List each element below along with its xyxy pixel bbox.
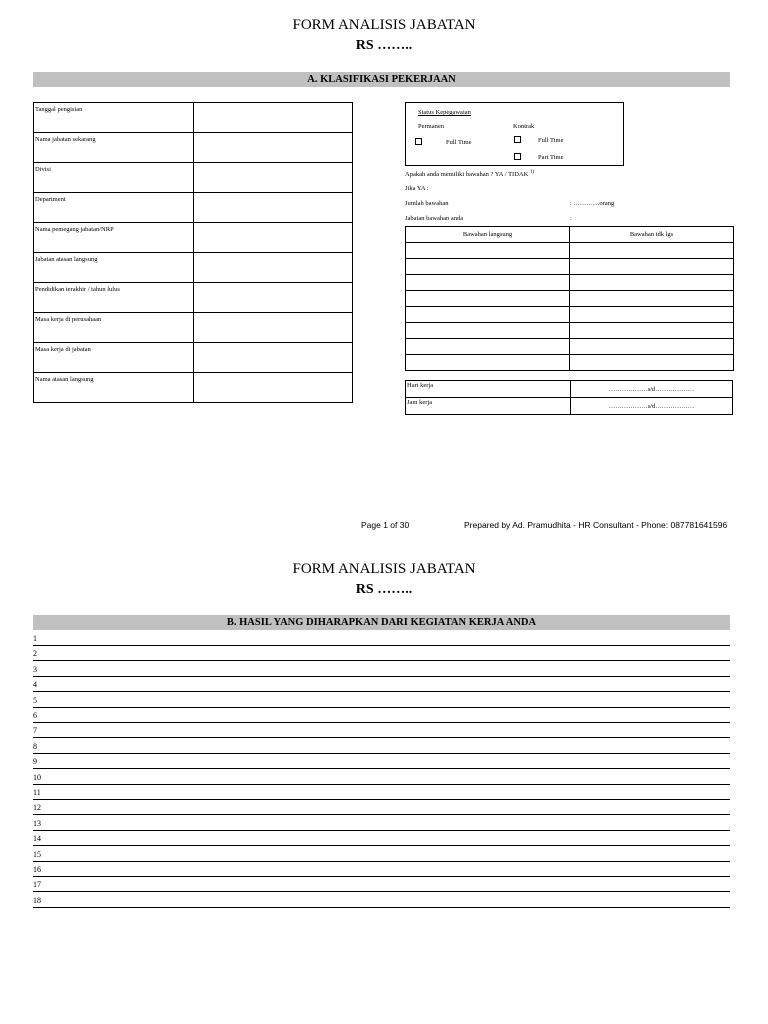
subordinate-row [406, 323, 734, 339]
result-row-number: 17 [33, 880, 41, 890]
job-info-input[interactable] [194, 163, 353, 193]
page-subtitle: RS …….. [355, 38, 413, 53]
result-row-number: 12 [33, 803, 41, 813]
job-info-label: Masa kerja di jabatan [34, 343, 194, 373]
employment-status-box [405, 102, 624, 166]
kontrak-parttime-checkbox[interactable] [514, 153, 521, 160]
job-info-row [34, 163, 353, 193]
result-row[interactable] [33, 896, 730, 908]
result-row-number: 2 [33, 649, 37, 659]
result-row-number: 16 [33, 865, 41, 874]
subordinate-row [406, 275, 734, 291]
result-row[interactable] [33, 649, 730, 661]
job-info-label: Tanggal pengisian [34, 103, 194, 133]
subordinate-row [406, 291, 734, 307]
job-info-row [34, 223, 353, 253]
result-row[interactable] [33, 819, 730, 831]
result-row[interactable] [33, 834, 730, 846]
subordinate-indirect-cell[interactable] [570, 275, 734, 291]
header-bawahan-langsung: Bawahan langsung [406, 227, 570, 243]
subordinate-direct-cell[interactable] [406, 307, 570, 323]
subordinates-table [405, 226, 734, 371]
job-info-input[interactable] [194, 373, 353, 403]
job-info-label: Masa kerja di perusahaan [34, 313, 194, 343]
permanen-fulltime-label: Full Time [446, 139, 472, 146]
result-row-number: 5 [33, 695, 37, 705]
subordinate-direct-cell[interactable] [406, 243, 570, 259]
jabatan-bawahan-colon: : [570, 215, 572, 222]
jam-kerja-label: Jam kerja [406, 398, 571, 415]
result-row-number: 11 [33, 788, 41, 797]
job-info-row [34, 313, 353, 343]
footer-page-number: Page 1 of 30 [361, 520, 410, 530]
result-row[interactable] [33, 634, 730, 646]
subordinate-row [406, 355, 734, 371]
result-row[interactable] [33, 711, 730, 723]
job-info-input[interactable] [194, 313, 353, 343]
job-info-row [34, 193, 353, 223]
job-info-row [34, 103, 353, 133]
subordinate-indirect-cell[interactable] [570, 291, 734, 307]
subordinate-direct-cell[interactable] [406, 323, 570, 339]
subordinate-direct-cell[interactable] [406, 355, 570, 371]
header-bawahan-tdk-lgs: Bawahan tdk lgs [570, 227, 734, 243]
page-title: FORM ANALISIS JABATAN [292, 17, 476, 33]
result-row[interactable] [33, 880, 730, 892]
subordinate-direct-cell[interactable] [406, 291, 570, 307]
subordinate-row [406, 243, 734, 259]
result-row-number: 10 [33, 772, 41, 782]
result-row[interactable] [33, 865, 730, 877]
page2-subtitle: RS …….. [355, 582, 413, 597]
result-row[interactable] [33, 726, 730, 738]
subordinate-direct-cell[interactable] [406, 339, 570, 355]
jumlah-bawahan-label: Jumlah bawahan [405, 200, 449, 207]
job-info-input[interactable] [194, 343, 353, 373]
job-info-label: Nama jabatan sekarang [34, 133, 194, 163]
job-info-label: Department [34, 193, 194, 223]
subordinate-question-text: Apakah anda memiliki bawahan ? YA / TIDAK [405, 171, 529, 179]
page2-title: FORM ANALISIS JABATAN [292, 561, 476, 577]
subordinate-direct-cell[interactable] [406, 275, 570, 291]
result-row[interactable] [33, 773, 730, 785]
job-info-table [33, 102, 353, 403]
result-row-number: 4 [33, 680, 37, 690]
section-a-header: A. KLASIFIKASI PEKERJAAN [33, 72, 730, 87]
jabatan-bawahan-label: Jabatan bawahan anda [405, 215, 464, 222]
result-row-number: 6 [33, 711, 37, 720]
result-row-number: 13 [33, 818, 41, 828]
job-info-label: Nama pemegang jabatan/NRP [34, 223, 194, 253]
job-info-label: Jabatan atasan langsung [34, 253, 194, 283]
hari-kerja-value[interactable]: ………………s/d……………… [571, 381, 733, 398]
job-info-label: Pendidikan terakhir / tahun lulus [34, 283, 194, 313]
result-row[interactable] [33, 680, 730, 692]
work-time-table [405, 380, 733, 415]
job-info-row [34, 373, 353, 403]
subordinates-header-row [406, 227, 734, 243]
permanen-label: Permanen [418, 123, 444, 130]
hari-kerja-label: Hari kerja [406, 381, 571, 398]
result-row[interactable] [33, 788, 730, 800]
jam-kerja-value[interactable]: ………………s/d……………… [571, 398, 733, 415]
result-row-number: 3 [33, 664, 37, 674]
result-row[interactable] [33, 803, 730, 815]
result-row-number: 9 [33, 757, 37, 767]
result-row-number: 1 [33, 634, 37, 643]
kontrak-parttime-label: Part Time [538, 154, 564, 161]
jika-ya-label: Jika YA : [405, 185, 429, 192]
subordinate-row [406, 307, 734, 323]
subordinate-row [406, 339, 734, 355]
job-info-input[interactable] [194, 133, 353, 163]
subordinate-indirect-cell[interactable] [570, 323, 734, 339]
result-row-number: 14 [33, 834, 41, 844]
result-row-number: 18 [33, 895, 41, 905]
section-b-header: B. HASIL YANG DIHARAPKAN DARI KEGIATAN KERJA ANDA [33, 615, 730, 630]
subordinate-indirect-cell[interactable] [570, 307, 734, 323]
subordinate-row [406, 259, 734, 275]
job-info-input[interactable] [194, 283, 353, 313]
result-row[interactable] [33, 850, 730, 862]
kontrak-label: Kontrak [513, 123, 535, 130]
jumlah-bawahan-value: : …………orang [570, 200, 615, 207]
subordinate-question [405, 170, 534, 178]
permanen-fulltime-checkbox[interactable] [415, 138, 422, 145]
result-row[interactable] [33, 665, 730, 677]
kontrak-fulltime-label: Full Time [538, 137, 564, 144]
job-info-row [34, 343, 353, 373]
job-info-input[interactable] [194, 223, 353, 253]
footer-prepared-by: Prepared by Ad. Pramudhita - HR Consultant - Phone: 087781641596 [464, 520, 728, 530]
job-info-row [34, 283, 353, 313]
job-info-input[interactable] [194, 103, 353, 133]
job-info-row [34, 133, 353, 163]
footnote-marker: 1) [529, 170, 535, 175]
result-row-number: 7 [33, 726, 37, 736]
job-info-input[interactable] [194, 193, 353, 223]
job-info-input[interactable] [194, 253, 353, 283]
subordinate-direct-cell[interactable] [406, 259, 570, 275]
status-title: Status Kepegawaian [418, 109, 471, 116]
result-row[interactable] [33, 696, 730, 708]
subordinate-indirect-cell[interactable] [570, 339, 734, 355]
result-row[interactable] [33, 757, 730, 769]
subordinate-indirect-cell[interactable] [570, 259, 734, 275]
job-info-label: Divisi [34, 163, 194, 193]
result-row-number: 15 [33, 849, 41, 859]
job-info-label: Nama atasan langsung [34, 373, 194, 403]
result-row-number: 8 [33, 741, 37, 751]
kontrak-fulltime-checkbox[interactable] [514, 136, 521, 143]
subordinate-indirect-cell[interactable] [570, 355, 734, 371]
job-info-row [34, 253, 353, 283]
result-row[interactable] [33, 742, 730, 754]
subordinate-indirect-cell[interactable] [570, 243, 734, 259]
